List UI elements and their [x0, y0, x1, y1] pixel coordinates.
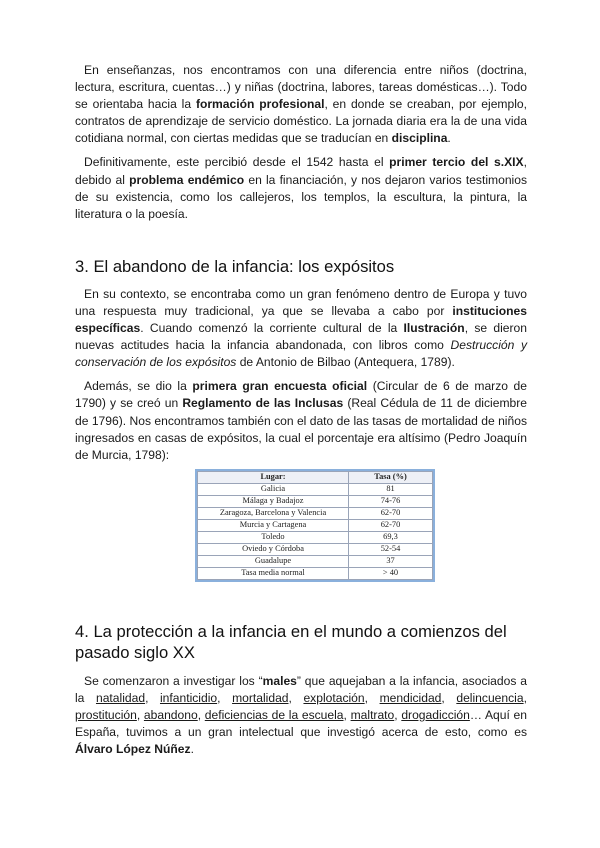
paragraph-education — [75, 62, 527, 147]
table-header-row — [198, 471, 433, 483]
text: de Antonio de Bilbao (Antequera, 1789). — [236, 355, 455, 370]
table-row — [198, 531, 433, 543]
table-row — [198, 495, 433, 507]
section-heading-4: 4. La protección a la infancia en el mundo a comienzos del pasado siglo XX — [75, 621, 507, 663]
text: . Cuando comenzó la corriente cultural de la — [140, 321, 404, 336]
table-row — [198, 555, 433, 567]
separator: , — [364, 690, 380, 705]
text: , se dieron nuevas actitudes hacia la infancia abandonada, con libros como — [75, 321, 527, 353]
text: (Real Cédula de 11 de diciembre de 1796). Nos encontramos también con el dato de las tasas de mortalidad de niños ingresados en casas de expósitos, la cual el porcentaje era altísimo (Pedro Joaquín de Murcia, 1798): — [75, 396, 527, 462]
separator: , — [197, 707, 205, 722]
cell-rate: 74-76 — [349, 495, 433, 507]
separator: , — [394, 707, 402, 722]
bold-term: instituciones específicas — [75, 303, 527, 336]
cell-rate: 37 — [349, 555, 433, 567]
text: En su contexto, se encontraba como un gran fenómeno dentro de Europa y tuvo una respuesta muy tradicional, ya que se llevaba a cabo por — [75, 286, 527, 318]
text: Definitivamente, este percibió desde el 1542 hasta el — [84, 155, 390, 170]
text: (Circular de 6 de marzo de 1790) y se creó un — [75, 379, 528, 411]
bold-term: Reglamento de las Inclusas — [182, 396, 344, 411]
bold-term: disciplina — [391, 131, 448, 146]
table-row — [198, 543, 433, 555]
document-page — [75, 62, 527, 758]
section-heading-3: 3. El abandono de la infancia: los expósitos — [75, 256, 395, 276]
cell-rate: 69,3 — [349, 531, 433, 543]
paragraph-duration — [75, 154, 527, 222]
table-row — [198, 507, 433, 519]
underlined-term: deficiencias de la escuela — [204, 707, 344, 722]
text: En enseñanzas, nos encontramos con una diferencia entre niños (doctrina, lectura, escritura, cuentas…) y niñas (doctrina, labores, tareas domésticas…). Todo se orientaba hacia la — [75, 63, 527, 112]
cell-place: Málaga y Badajoz — [198, 495, 349, 507]
cell-rate: 62-70 — [349, 507, 433, 519]
underlined-term: mendicidad — [379, 690, 442, 705]
cell-place: Oviedo y Córdoba — [198, 543, 349, 555]
bold-term: males — [262, 673, 297, 688]
bold-term: primer tercio del s.XIX — [389, 155, 524, 170]
underlined-term: mortalidad — [232, 690, 289, 705]
mortality-table-frame — [195, 469, 435, 582]
text: en la financiación, y nos dejaron varios testimonios de su existencia, como los callejeros, los templos, la escultura, la pintura, la literatura o la poesía. — [75, 172, 528, 221]
separator: , — [441, 690, 457, 705]
text: Además, se dio la — [84, 379, 193, 394]
text: , debido al — [75, 155, 527, 187]
cell-rate: > 40 — [349, 567, 433, 579]
text: … Aquí en España, tuvimos a un gran intelectual que investigó acerca de esto, como es — [75, 707, 527, 740]
text: . — [190, 742, 194, 757]
bold-term: Ilustración — [403, 321, 465, 336]
text: . — [447, 131, 451, 146]
mortality-table — [197, 471, 433, 580]
underlined-term: abandono — [143, 707, 198, 722]
cell-rate: 62-70 — [349, 519, 433, 531]
text: ” que aquejaban a la infancia, asociados a la — [75, 673, 527, 705]
table-row — [198, 567, 433, 579]
bold-term: primera gran encuesta oficial — [192, 379, 368, 394]
underlined-term: drogadicción — [401, 707, 470, 722]
underlined-term: explotación — [303, 690, 365, 705]
book-title: Destrucción y conservación de los expósitos — [75, 338, 527, 370]
underlined-term: maltrato — [350, 707, 395, 722]
bold-term: Álvaro López Núñez — [75, 742, 191, 757]
table-row — [198, 483, 433, 495]
text: , en donde se creaban, por ejemplo, contratos de aprendizaje de servicio doméstico. La jornada diaria era la de una vida cotidiana normal, con ciertas medidas que se traducían en — [75, 97, 527, 146]
separator: , — [217, 690, 233, 705]
underlined-term: prostitución — [75, 707, 137, 722]
cell-place: Tasa media normal — [198, 567, 349, 579]
separator: , — [136, 707, 144, 722]
bold-term: problema endémico — [129, 172, 245, 187]
cell-rate: 52-54 — [349, 543, 433, 555]
separator: , — [343, 707, 351, 722]
cell-place: Galicia — [198, 483, 349, 495]
text: Se comenzaron a investigar los “ — [84, 673, 263, 688]
separator: , — [288, 690, 304, 705]
cell-place: Murcia y Cartagena — [198, 519, 349, 531]
separator: , — [145, 690, 160, 705]
cell-place: Zaragoza, Barcelona y Valencia — [198, 507, 349, 519]
separator: , — [523, 690, 527, 705]
paragraph-protection — [75, 673, 527, 758]
cell-place: Toledo — [198, 531, 349, 543]
column-header-rate: Tasa (%) — [349, 471, 433, 483]
column-header-place: Lugar: — [198, 471, 349, 483]
cell-rate: 81 — [349, 483, 433, 495]
table-row — [198, 519, 433, 531]
underlined-term: natalidad — [95, 690, 146, 705]
paragraph-context — [75, 286, 527, 371]
bold-term: formación profesional — [195, 97, 325, 112]
cell-place: Guadalupe — [198, 555, 349, 567]
underlined-term: infanticidio — [159, 690, 218, 705]
underlined-term: delincuencia — [456, 690, 524, 705]
paragraph-survey — [75, 378, 527, 463]
